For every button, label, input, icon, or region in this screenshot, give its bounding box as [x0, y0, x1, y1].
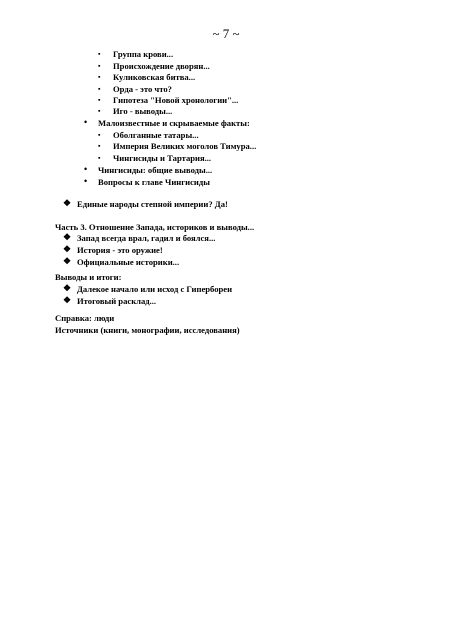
square-bullet-icon: ▪ — [98, 142, 101, 150]
square-bullet-icon: ▪ — [98, 73, 101, 81]
toc-heading-part3[interactable]: Часть 3. Отношение Запада, историков и выводы... — [55, 222, 255, 232]
toc-entry-kulikovo-battle[interactable]: Куликовская битва... — [113, 72, 196, 82]
toc-entry-horde[interactable]: Орда - это что? — [113, 84, 172, 94]
toc-entry-history-weapon[interactable]: История - это оружие! — [77, 245, 163, 255]
diamond-bullet-icon: ❖ — [63, 198, 72, 208]
toc-entry-genghisids-tartaria[interactable]: Чингисиды и Тартария... — [113, 153, 212, 163]
toc-entry-west-lied[interactable]: Запад всегда врал, гадил и боялся... — [77, 233, 216, 243]
square-bullet-icon: ▪ — [98, 50, 101, 58]
toc-entry-reference-people[interactable]: Справка: люди — [55, 313, 115, 323]
toc-entry-final-layout[interactable]: Итоговый расклад... — [77, 296, 157, 306]
toc-entry-genghisids-questions[interactable]: Вопросы к главе Чингисиды — [98, 177, 210, 187]
toc-entry-genghisids-general[interactable]: Чингисиды: общие выводы... — [98, 165, 213, 175]
toc-entry-hyperborea[interactable]: Далекое начало или исход с Гипербореи — [77, 284, 233, 294]
dot-bullet-icon: • — [84, 176, 88, 186]
square-bullet-icon: ▪ — [98, 131, 101, 139]
diamond-bullet-icon: ❖ — [63, 283, 72, 293]
square-bullet-icon: ▪ — [98, 85, 101, 93]
diamond-bullet-icon: ❖ — [63, 232, 72, 242]
toc-entry-blood-group[interactable]: Группа крови... — [113, 49, 174, 59]
toc-heading-conclusions[interactable]: Выводы и итоги: — [55, 272, 122, 282]
toc-entry-yoke-conclusions[interactable]: Иго - выводы... — [113, 106, 173, 116]
toc-entry-sources[interactable]: Источники (книги, монографии, исследования) — [55, 325, 240, 335]
diamond-bullet-icon: ❖ — [63, 244, 72, 254]
toc-entry-slandered-tatars[interactable]: Оболганные татары... — [113, 130, 199, 140]
diamond-bullet-icon: ❖ — [63, 295, 72, 305]
dot-bullet-icon: • — [84, 164, 88, 174]
toc-entry-steppe-peoples[interactable]: Единые народы степной империи? Да! — [77, 199, 228, 209]
square-bullet-icon: ▪ — [98, 62, 101, 70]
toc-entry-new-chronology[interactable]: Гипотеза "Новой хронологии"... — [113, 95, 239, 105]
toc-entry-nobility-origin[interactable]: Происхождение дворян... — [113, 61, 210, 71]
toc-entry-timur-empire[interactable]: Империя Великих моголов Тимура... — [113, 141, 257, 151]
diamond-bullet-icon: ❖ — [63, 256, 72, 266]
toc-entry-lesser-known-facts[interactable]: Малоизвестные и скрываемые факты: — [98, 118, 250, 128]
dot-bullet-icon: • — [84, 117, 88, 127]
toc-entry-official-historians[interactable]: Официальные историки... — [77, 257, 180, 267]
square-bullet-icon: ▪ — [98, 107, 101, 115]
square-bullet-icon: ▪ — [98, 154, 101, 162]
page-number: ~ 7 ~ — [212, 26, 240, 41]
square-bullet-icon: ▪ — [98, 96, 101, 104]
